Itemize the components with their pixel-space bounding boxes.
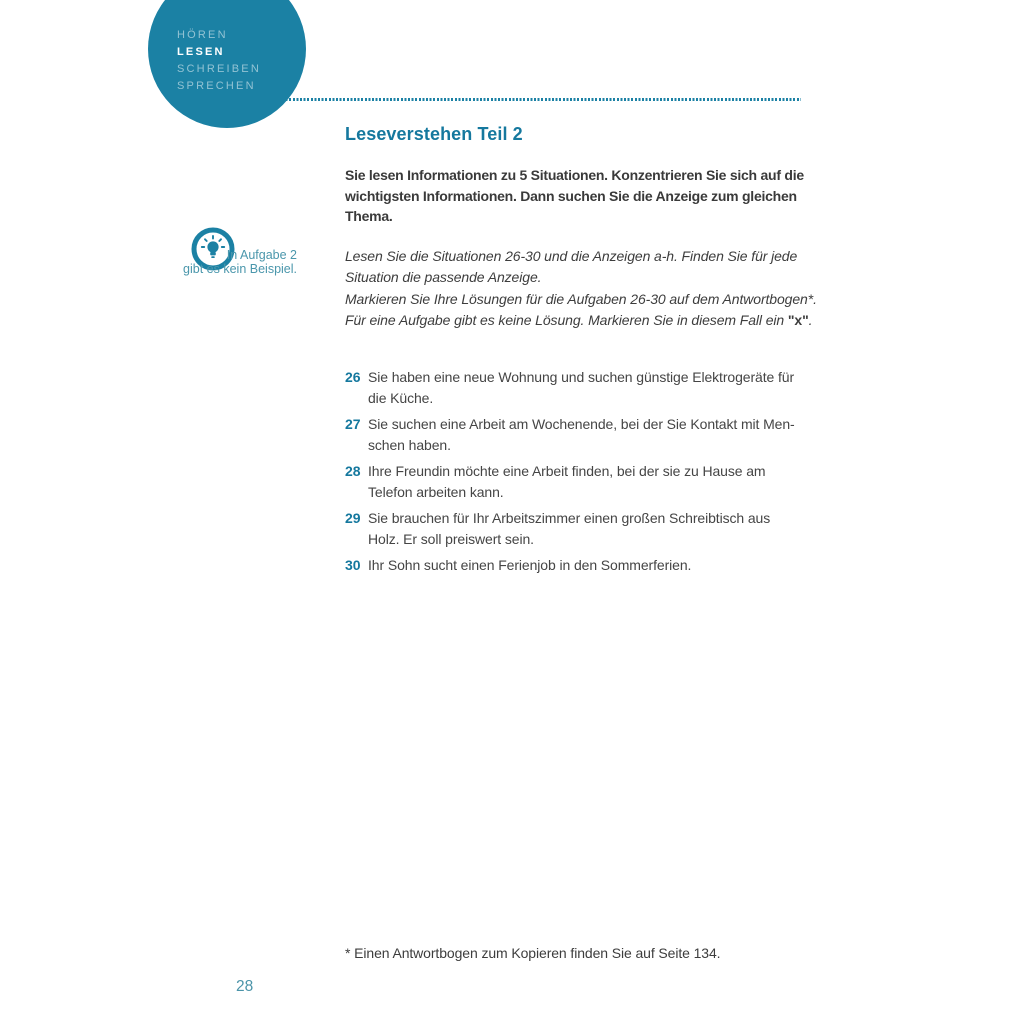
instruction-line	[345, 310, 817, 331]
task-number: 26	[345, 369, 361, 385]
page-number: 28	[236, 978, 254, 995]
intro-line: Thema.	[345, 208, 393, 225]
instruction-x-mark: "x"	[787, 311, 809, 328]
skill-item-sprechen: SPRECHEN	[177, 80, 256, 92]
intro-line: wichtigsten Informationen. Dann suchen Sie die Anzeige zum gleichen	[345, 187, 797, 204]
list-item	[345, 555, 815, 576]
task-text: Sie brauchen für Ihr Arbeitszimmer einen großen Schreibtisch aus Holz. Er soll preiswert sein.	[368, 510, 771, 548]
footnote: * Einen Antwortbogen zum Kopieren finden Sie auf Seite 134.	[345, 945, 721, 961]
skill-item-lesen-active: LESEN	[177, 46, 225, 58]
situations-list	[345, 367, 815, 582]
task-text: Sie suchen eine Arbeit am Wochenende, bei der Sie Kontakt mit Men- schen haben.	[368, 416, 795, 453]
task-text: Sie haben eine neue Wohnung und suchen günstige Elektrogeräte für die Küche.	[368, 369, 795, 406]
list-item	[345, 367, 815, 409]
task-number: 28	[345, 463, 361, 480]
instruction-line4-prefix: Für eine Aufgabe gibt es keine Lösung. Markieren Sie in diesem Fall ein	[345, 311, 788, 328]
intro-line: Sie lesen Informationen zu 5 Situationen. Konzentrieren Sie sich auf die	[345, 167, 804, 183]
dotted-divider	[282, 98, 801, 101]
skills-nav	[177, 27, 261, 95]
instruction-line: Lesen Sie die Situationen 26-30 und die Anzeigen a-h. Finden Sie für jede	[345, 248, 798, 264]
hint-note-line: In Aufgabe 2	[226, 248, 297, 262]
task-text: Ihre Freundin möchte eine Arbeit finden, bei der sie zu Hause am Telefon arbeiten kann.	[368, 463, 766, 500]
skill-item-hoeren: HÖREN	[177, 29, 228, 41]
intro-paragraph	[345, 165, 804, 227]
instruction-line: Situation die passende Anzeige.	[345, 269, 542, 286]
instruction-line4-suffix: .	[808, 311, 813, 328]
list-item	[345, 414, 815, 456]
task-number: 30	[345, 557, 361, 574]
task-number: 27	[345, 416, 361, 433]
hint-note-line: gibt es kein Beispiel.	[183, 261, 297, 276]
work-instructions	[345, 246, 817, 331]
task-text: Ihr Sohn sucht einen Ferienjob in den Sommerferien.	[368, 557, 692, 574]
page-title: Leseverstehen Teil 2	[345, 124, 523, 144]
list-item	[345, 461, 815, 503]
hint-note	[183, 249, 297, 277]
skill-item-schreiben: SCHREIBEN	[177, 63, 261, 75]
task-number: 29	[345, 510, 361, 527]
instruction-line: Markieren Sie Ihre Lösungen für die Aufgaben 26-30 auf dem Antwortbogen*.	[345, 290, 817, 307]
list-item	[345, 508, 815, 550]
